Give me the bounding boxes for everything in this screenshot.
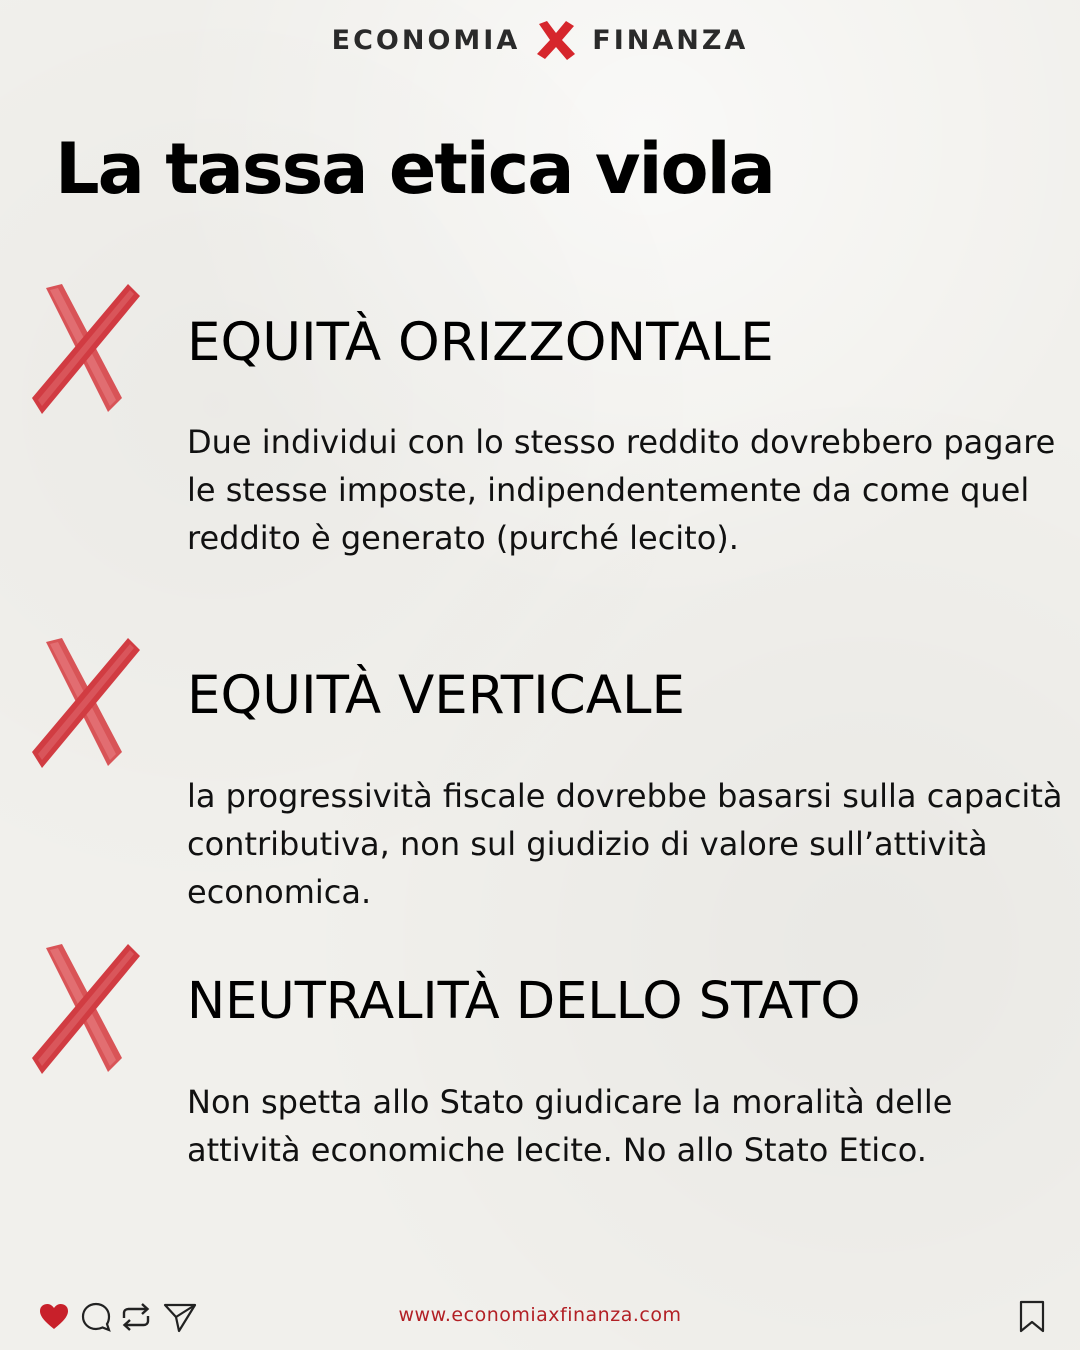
- item-body: la progressività fiscale dovrebbe basarsi sulla capacità contributiva, non sul giudizio di valore sull’attività economica.: [187, 777, 1063, 911]
- brand-word-left: ECONOMIA: [331, 24, 521, 56]
- item-heading: EQUITÀ VERTICALE: [187, 665, 685, 726]
- page-title: La tassa etica viola: [55, 128, 774, 210]
- item-body: Non spetta allo Stato giudicare la moralità delle attività economiche lecite. No allo Stato Etico.: [187, 1083, 953, 1169]
- item-heading: NEUTRALITÀ DELLO STATO: [187, 972, 861, 1031]
- website-link[interactable]: www.economiaxfinanza.com: [398, 1304, 682, 1326]
- x-mark-icon: [534, 18, 578, 62]
- brand-header: [0, 18, 1080, 62]
- cross-icon: [24, 634, 146, 770]
- brand-word-right: FINANZA: [592, 24, 749, 56]
- item-body: Due individui con lo stesso reddito dovrebbero pagare le stesse imposte, indipendentemente da come quel reddito è generato (purché lecito).: [187, 423, 1056, 557]
- bookmark-icon[interactable]: [1018, 1300, 1046, 1334]
- cross-icon: [24, 940, 146, 1076]
- footer: [0, 1296, 1080, 1340]
- item-heading: EQUITÀ ORIZZONTALE: [187, 312, 774, 373]
- cross-icon: [24, 280, 146, 416]
